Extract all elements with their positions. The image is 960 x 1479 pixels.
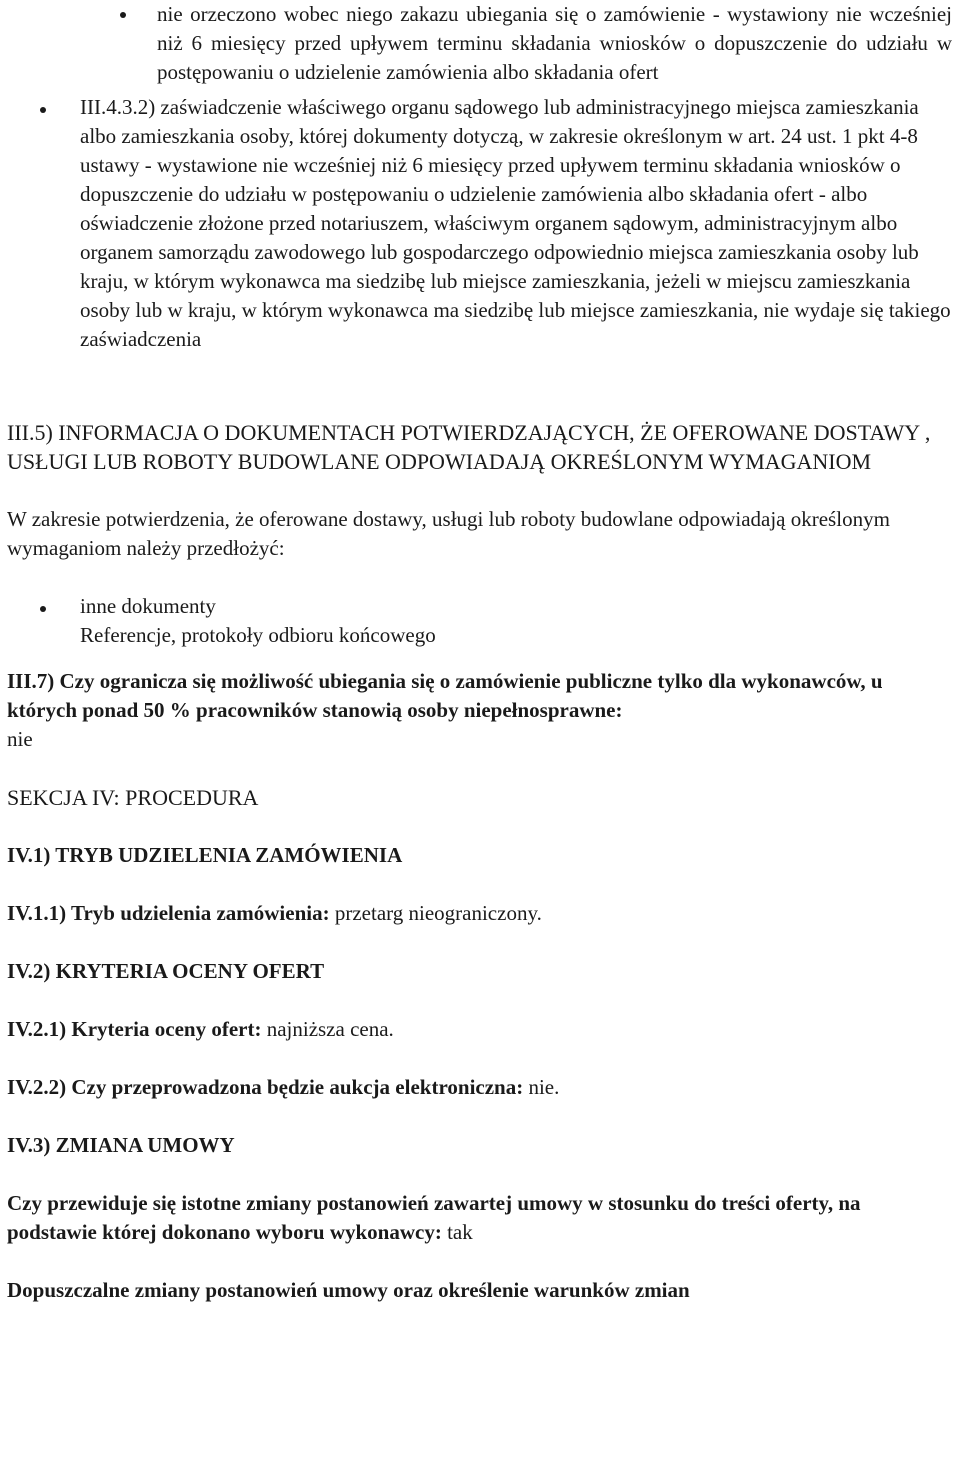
bullet-detail: Referencje, protokoły odbioru końcowego	[80, 623, 436, 647]
bullet-text: III.4.3.2) zaświadczenie właściwego organu sądowego lub administracyjnego miejsca zamieszkania albo zamieszkania osoby, której dokumenty dotyczą, w zakresie określonym w art. 24 ust. 1 pkt 4-8 ustawy - wystawione nie wcześniej niż 6 miesięcy przed upływem terminu składania wniosków o dopuszczenie do udziału w postępowaniu o udzielenie zamówienia albo składania ofert - albo oświadczenie złożone przed notariuszem, właściwym organem sądowym, administracyjnym albo organem samorządu zawodowego lub gospodarczego odpowiednio miejsca zamieszkania osoby lub kraju, w którym wykonawca ma siedzibę lub miejsce zamieszkania, jeżeli w miejscu zamieszkania osoby lub w kraju, w którym wykonawca ma siedzibę lub miejsce zamieszkania, nie wydaje się takiego zaświadczenia	[80, 95, 951, 351]
field-value: nie.	[528, 1075, 560, 1099]
field-label: IV.1.1) Tryb udzielenia zamówienia:	[7, 901, 330, 925]
spacer	[7, 754, 952, 783]
bullet-icon	[40, 606, 46, 612]
spacer	[7, 986, 952, 1015]
section-title: SEKCJA IV: PROCEDURA	[7, 785, 259, 810]
spacer	[7, 1044, 952, 1073]
field-row	[7, 1073, 952, 1102]
question-block	[7, 667, 952, 754]
closing-heading: Dopuszczalne zmiany postanowień umowy oraz określenie warunków zmian	[7, 1278, 690, 1302]
subsection-heading: IV.2) KRYTERIA OCENY OFERT	[7, 959, 325, 983]
spacer	[7, 1160, 952, 1189]
list-item	[7, 93, 952, 354]
spacer	[7, 812, 952, 841]
question-text: III.7) Czy ogranicza się możliwość ubiegania się o zamówienie publiczne tylko dla wykonawców, u których ponad 50 % pracowników stanowią osoby niepełnosprawne:	[7, 669, 883, 722]
field-row	[7, 1189, 952, 1247]
field-label: IV.2.2) Czy przeprowadzona będzie aukcja elektroniczna:	[7, 1075, 524, 1099]
spacer	[7, 650, 952, 667]
bullet-text: nie orzeczono wobec niego zakazu ubiegania się o zamówienie - wystawiony nie wcześniej niż 6 miesięcy przed upływem terminu składania wniosków o dopuszczenie do udziału w postępowaniu o udzielenie zamówienia albo składania ofert	[157, 2, 952, 84]
subsection-heading: IV.3) ZMIANA UMOWY	[7, 1133, 235, 1157]
answer-text: nie	[7, 727, 33, 751]
section-heading: III.5) INFORMACJA O DOKUMENTACH POTWIERDZAJĄCYCH, ŻE OFEROWANE DOSTAWY , USŁUGI LUB ROBOTY BUDOWLANE ODPOWIADAJĄ OKREŚLONYM WYMAGANIOM	[7, 420, 931, 474]
bullet-icon	[40, 107, 46, 113]
list-item	[7, 0, 952, 87]
field-row	[7, 1015, 952, 1044]
spacer	[7, 563, 952, 592]
section-intro: W zakresie potwierdzenia, że oferowane dostawy, usługi lub roboty budowlane odpowiadają określonym wymaganiom należy przedłożyć:	[7, 507, 890, 560]
field-label: Czy przewiduje się istotne zmiany postanowień zawartej umowy w stosunku do treści oferty, na podstawie której dokonano wyboru wykonawcy:	[7, 1191, 861, 1244]
subsection-heading: IV.1) TRYB UDZIELENIA ZAMÓWIENIA	[7, 843, 403, 867]
spacer	[7, 354, 952, 418]
bullet-list-top	[7, 0, 952, 354]
list-item	[7, 592, 952, 650]
field-value: przetarg nieograniczony.	[334, 901, 542, 925]
spacer	[7, 928, 952, 957]
field-row	[7, 899, 952, 928]
bullet-icon	[120, 12, 126, 18]
spacer	[7, 1247, 952, 1276]
spacer	[7, 870, 952, 899]
spacer	[7, 476, 952, 505]
bullet-title: inne dokumenty	[80, 594, 216, 618]
field-label: IV.2.1) Kryteria oceny ofert:	[7, 1017, 262, 1041]
bullet-list-documents	[7, 592, 952, 650]
spacer	[7, 1102, 952, 1131]
field-value: najniższa cena.	[266, 1017, 394, 1041]
field-value: tak	[447, 1220, 473, 1244]
